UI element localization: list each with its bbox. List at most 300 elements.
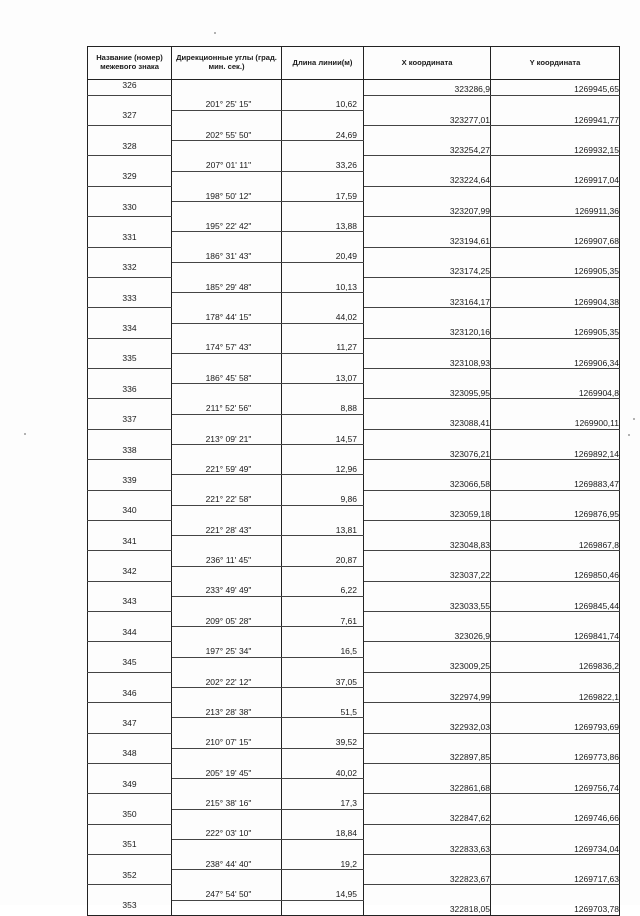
point-row [88,475,620,490]
x-coordinate-cell: 323254,27 [364,141,491,156]
y-coordinate-cell: 1269822,1 [491,688,620,703]
x-coordinate-cell: 323120,16 [364,323,491,338]
direction-angle-cell: 238° 44' 40" [172,855,282,870]
direction-angle-cell: 202° 22' 12" [172,672,282,687]
y-coordinate-cell: 1269836,2 [491,657,620,672]
line-length-cell: 13,81 [282,520,364,535]
x-coordinate-cell: 322932,03 [364,718,491,733]
x-coordinate-cell: 322974,99 [364,688,491,703]
empty-length-cell [282,475,364,490]
empty-name-cell [88,490,172,505]
point-row [88,627,620,642]
empty-name-cell [88,885,172,900]
segment-row [88,551,620,566]
line-length-cell: 37,05 [282,672,364,687]
empty-angle-cell [172,809,282,824]
segment-row [88,460,620,475]
empty-length-cell [282,445,364,460]
y-coordinate-cell: 1269945,65 [491,80,620,96]
segment-row [88,612,620,627]
empty-x-cell [364,824,491,839]
line-length-cell: 13,88 [282,217,364,232]
empty-length-cell [282,110,364,125]
point-name-cell: 351 [88,839,172,854]
x-coordinate-cell: 323088,41 [364,414,491,429]
x-coordinate-cell: 323207,99 [364,202,491,217]
point-row [88,566,620,581]
empty-name-cell [88,551,172,566]
point-name-cell: 335 [88,353,172,368]
direction-angle-cell: 209° 05' 28" [172,612,282,627]
empty-length-cell [282,627,364,642]
point-name-cell: 337 [88,414,172,429]
empty-length-cell [282,748,364,763]
scan-speck [633,418,635,420]
empty-x-cell [364,794,491,809]
segment-row [88,217,620,232]
x-coordinate-cell: 323066,58 [364,475,491,490]
empty-y-cell [491,885,620,900]
empty-length-cell [282,171,364,186]
empty-length-cell [282,536,364,551]
empty-angle-cell [172,536,282,551]
x-coordinate-cell: 323224,64 [364,171,491,186]
segment-row [88,642,620,657]
point-name-cell: 333 [88,293,172,308]
empty-x-cell [364,399,491,414]
empty-x-cell [364,520,491,535]
empty-name-cell [88,429,172,444]
point-row [88,505,620,520]
line-length-cell: 14,95 [282,885,364,900]
empty-angle-cell [172,627,282,642]
direction-angle-cell: 195° 22' 42" [172,217,282,232]
point-row [88,657,620,672]
empty-name-cell [88,460,172,475]
y-coordinate-cell: 1269756,74 [491,779,620,794]
point-name-cell: 344 [88,627,172,642]
empty-angle-cell [172,353,282,368]
line-length-cell: 16,5 [282,642,364,657]
direction-angle-cell: 221° 59' 49" [172,460,282,475]
empty-angle-cell [172,384,282,399]
empty-x-cell [364,247,491,262]
y-coordinate-cell: 1269906,34 [491,353,620,368]
point-name-cell: 348 [88,748,172,763]
y-coordinate-cell: 1269703,78 [491,900,620,915]
direction-angle-cell: 198° 50' 12" [172,186,282,201]
x-coordinate-cell: 323286,9 [364,80,491,96]
y-coordinate-cell: 1269904,38 [491,293,620,308]
point-name-cell: 353 [88,900,172,915]
empty-y-cell [491,95,620,110]
empty-angle-cell [172,202,282,217]
empty-name-cell [88,186,172,201]
empty-length-cell [282,353,364,368]
direction-angle-cell: 202° 55' 50" [172,126,282,141]
point-row [88,900,620,915]
point-row [88,384,620,399]
empty-y-cell [491,369,620,384]
empty-length-cell [282,505,364,520]
line-length-cell: 11,27 [282,338,364,353]
line-length-cell: 44,02 [282,308,364,323]
segment-row [88,703,620,718]
y-coordinate-cell: 1269904,8 [491,384,620,399]
empty-angle-cell [172,596,282,611]
empty-x-cell [364,126,491,141]
y-coordinate-cell: 1269941,77 [491,110,620,125]
point-name-cell: 346 [88,688,172,703]
line-length-cell: 10,62 [282,95,364,110]
empty-length-cell [282,80,364,96]
x-coordinate-cell: 323108,93 [364,353,491,368]
empty-angle-cell [172,748,282,763]
segment-row [88,308,620,323]
y-coordinate-cell: 1269850,46 [491,566,620,581]
empty-y-cell [491,551,620,566]
empty-x-cell [364,308,491,323]
direction-angle-cell: 247° 54' 50" [172,885,282,900]
empty-name-cell [88,217,172,232]
empty-length-cell [282,809,364,824]
x-coordinate-cell: 323059,18 [364,505,491,520]
empty-angle-cell [172,262,282,277]
empty-angle-cell [172,779,282,794]
empty-name-cell [88,763,172,778]
line-length-cell: 10,13 [282,277,364,292]
direction-angle-cell: 178° 44' 15" [172,308,282,323]
empty-length-cell [282,293,364,308]
segment-row [88,277,620,292]
point-row [88,779,620,794]
point-name-cell: 332 [88,262,172,277]
empty-name-cell [88,581,172,596]
point-row [88,171,620,186]
point-name-cell: 341 [88,536,172,551]
empty-name-cell [88,855,172,870]
point-name-cell: 342 [88,566,172,581]
empty-length-cell [282,870,364,885]
direction-angle-cell: 174° 57' 43" [172,338,282,353]
empty-y-cell [491,520,620,535]
empty-length-cell [282,839,364,854]
empty-x-cell [364,733,491,748]
empty-x-cell [364,581,491,596]
segment-row [88,95,620,110]
point-name-cell: 327 [88,110,172,125]
line-length-cell: 33,26 [282,156,364,171]
point-row [88,718,620,733]
empty-name-cell [88,277,172,292]
empty-y-cell [491,338,620,353]
direction-angle-cell: 207° 01' 11" [172,156,282,171]
direction-angle-cell: 186° 45' 58" [172,369,282,384]
empty-x-cell [364,703,491,718]
empty-x-cell [364,156,491,171]
segment-row [88,247,620,262]
empty-name-cell [88,308,172,323]
point-row [88,323,620,338]
empty-angle-cell [172,475,282,490]
y-coordinate-cell: 1269883,47 [491,475,620,490]
empty-angle-cell [172,171,282,186]
line-length-cell: 39,52 [282,733,364,748]
direction-angle-cell: 186° 31' 43" [172,247,282,262]
y-coordinate-cell: 1269734,04 [491,839,620,854]
segment-row [88,763,620,778]
segment-row [88,794,620,809]
point-name-cell: 340 [88,505,172,520]
empty-name-cell [88,126,172,141]
empty-length-cell [282,900,364,915]
empty-length-cell [282,688,364,703]
point-name-cell: 350 [88,809,172,824]
empty-y-cell [491,277,620,292]
empty-length-cell [282,262,364,277]
empty-name-cell [88,733,172,748]
empty-x-cell [364,855,491,870]
empty-y-cell [491,581,620,596]
line-length-cell: 20,87 [282,551,364,566]
segment-row [88,126,620,141]
point-name-cell: 347 [88,718,172,733]
empty-angle-cell [172,232,282,247]
empty-name-cell [88,794,172,809]
y-coordinate-cell: 1269907,68 [491,232,620,247]
point-name-cell: 349 [88,779,172,794]
scan-speck [214,32,216,34]
point-name-cell: 336 [88,384,172,399]
empty-angle-cell [172,445,282,460]
point-row [88,232,620,247]
empty-y-cell [491,794,620,809]
header-point-name: Название (номер) межевого знака [88,47,172,80]
empty-name-cell [88,95,172,110]
empty-y-cell [491,217,620,232]
direction-angle-cell: 185° 29' 48" [172,277,282,292]
empty-angle-cell [172,688,282,703]
header-direction-angle: Дирекционные углы (град. мин. сек.) [172,47,282,80]
empty-angle-cell [172,293,282,308]
direction-angle-cell: 211° 52' 56" [172,399,282,414]
line-length-cell: 24,69 [282,126,364,141]
point-row [88,202,620,217]
line-length-cell: 14,57 [282,429,364,444]
empty-angle-cell [172,505,282,520]
y-coordinate-cell: 1269905,35 [491,323,620,338]
x-coordinate-cell: 322847,62 [364,809,491,824]
point-row [88,80,620,96]
line-length-cell: 7,61 [282,612,364,627]
empty-name-cell [88,399,172,414]
empty-name-cell [88,642,172,657]
empty-x-cell [364,277,491,292]
empty-length-cell [282,384,364,399]
point-name-cell: 328 [88,141,172,156]
segment-row [88,186,620,201]
empty-x-cell [364,612,491,627]
line-length-cell: 18,84 [282,824,364,839]
empty-name-cell [88,338,172,353]
direction-angle-cell: 236° 11' 45" [172,551,282,566]
point-row [88,870,620,885]
empty-length-cell [282,232,364,247]
point-name-cell: 338 [88,445,172,460]
direction-angle-cell: 215° 38' 16" [172,794,282,809]
segment-row [88,672,620,687]
empty-angle-cell [172,566,282,581]
empty-x-cell [364,338,491,353]
point-row [88,262,620,277]
x-coordinate-cell: 323076,21 [364,445,491,460]
empty-x-cell [364,763,491,778]
point-row [88,596,620,611]
empty-angle-cell [172,414,282,429]
segment-row [88,399,620,414]
empty-name-cell [88,156,172,171]
line-length-cell: 17,59 [282,186,364,201]
scan-speck [24,433,26,435]
empty-length-cell [282,596,364,611]
empty-x-cell [364,95,491,110]
y-coordinate-cell: 1269911,36 [491,202,620,217]
empty-y-cell [491,429,620,444]
line-length-cell: 40,02 [282,763,364,778]
empty-y-cell [491,460,620,475]
empty-x-cell [364,672,491,687]
empty-x-cell [364,642,491,657]
line-length-cell: 8,88 [282,399,364,414]
table-header-row [88,47,620,80]
y-coordinate-cell: 1269905,35 [491,262,620,277]
point-name-cell: 352 [88,870,172,885]
segment-row [88,520,620,535]
direction-angle-cell: 205° 19' 45" [172,763,282,778]
direction-angle-cell: 213° 28' 38" [172,703,282,718]
segment-row [88,429,620,444]
empty-y-cell [491,247,620,262]
empty-length-cell [282,657,364,672]
empty-length-cell [282,779,364,794]
x-coordinate-cell: 323033,55 [364,596,491,611]
empty-x-cell [364,369,491,384]
empty-y-cell [491,156,620,171]
segment-row [88,338,620,353]
empty-x-cell [364,186,491,201]
table-body [88,80,620,916]
empty-name-cell [88,612,172,627]
point-name-cell: 331 [88,232,172,247]
empty-x-cell [364,429,491,444]
empty-name-cell [88,520,172,535]
y-coordinate-cell: 1269841,74 [491,627,620,642]
direction-angle-cell: 222° 03' 10" [172,824,282,839]
x-coordinate-cell: 323026,9 [364,627,491,642]
segment-row [88,824,620,839]
point-row [88,110,620,125]
x-coordinate-cell: 323174,25 [364,262,491,277]
point-row [88,748,620,763]
x-coordinate-cell: 322818,05 [364,900,491,915]
empty-angle-cell [172,870,282,885]
point-row [88,809,620,824]
x-coordinate-cell: 322861,68 [364,779,491,794]
empty-angle-cell [172,141,282,156]
y-coordinate-cell: 1269876,95 [491,505,620,520]
point-name-cell: 339 [88,475,172,490]
empty-angle-cell [172,718,282,733]
point-name-cell: 330 [88,202,172,217]
point-name-cell: 345 [88,657,172,672]
y-coordinate-cell: 1269717,63 [491,870,620,885]
empty-length-cell [282,566,364,581]
x-coordinate-cell: 322823,67 [364,870,491,885]
point-name-cell: 326 [88,80,172,96]
x-coordinate-cell: 323164,17 [364,293,491,308]
segment-row [88,733,620,748]
x-coordinate-cell: 323037,22 [364,566,491,581]
direction-angle-cell: 221° 28' 43" [172,520,282,535]
direction-angle-cell: 201° 25' 15" [172,95,282,110]
empty-y-cell [491,126,620,141]
segment-row [88,369,620,384]
y-coordinate-cell: 1269773,86 [491,748,620,763]
direction-angle-cell: 213° 09' 21" [172,429,282,444]
empty-angle-cell [172,110,282,125]
y-coordinate-cell: 1269845,44 [491,596,620,611]
line-length-cell: 20,49 [282,247,364,262]
point-name-cell: 343 [88,596,172,611]
empty-x-cell [364,885,491,900]
scan-speck [628,434,630,436]
point-row [88,353,620,368]
x-coordinate-cell: 322897,85 [364,748,491,763]
empty-y-cell [491,703,620,718]
line-length-cell: 13,07 [282,369,364,384]
empty-name-cell [88,672,172,687]
segment-row [88,885,620,900]
empty-angle-cell [172,839,282,854]
empty-x-cell [364,490,491,505]
point-row [88,688,620,703]
direction-angle-cell: 221° 22' 58" [172,490,282,505]
y-coordinate-cell: 1269793,69 [491,718,620,733]
point-row [88,536,620,551]
point-name-cell: 334 [88,323,172,338]
segment-row [88,855,620,870]
empty-y-cell [491,763,620,778]
point-row [88,141,620,156]
empty-y-cell [491,612,620,627]
line-length-cell: 12,96 [282,460,364,475]
empty-y-cell [491,642,620,657]
x-coordinate-cell: 323194,61 [364,232,491,247]
empty-angle-cell [172,323,282,338]
segment-row [88,581,620,596]
empty-y-cell [491,672,620,687]
x-coordinate-cell: 323277,01 [364,110,491,125]
y-coordinate-cell: 1269917,04 [491,171,620,186]
empty-length-cell [282,323,364,338]
empty-length-cell [282,141,364,156]
line-length-cell: 17,3 [282,794,364,809]
empty-angle-cell [172,657,282,672]
empty-length-cell [282,718,364,733]
empty-x-cell [364,217,491,232]
header-line-length: Длина линии(м) [282,47,364,80]
empty-y-cell [491,490,620,505]
